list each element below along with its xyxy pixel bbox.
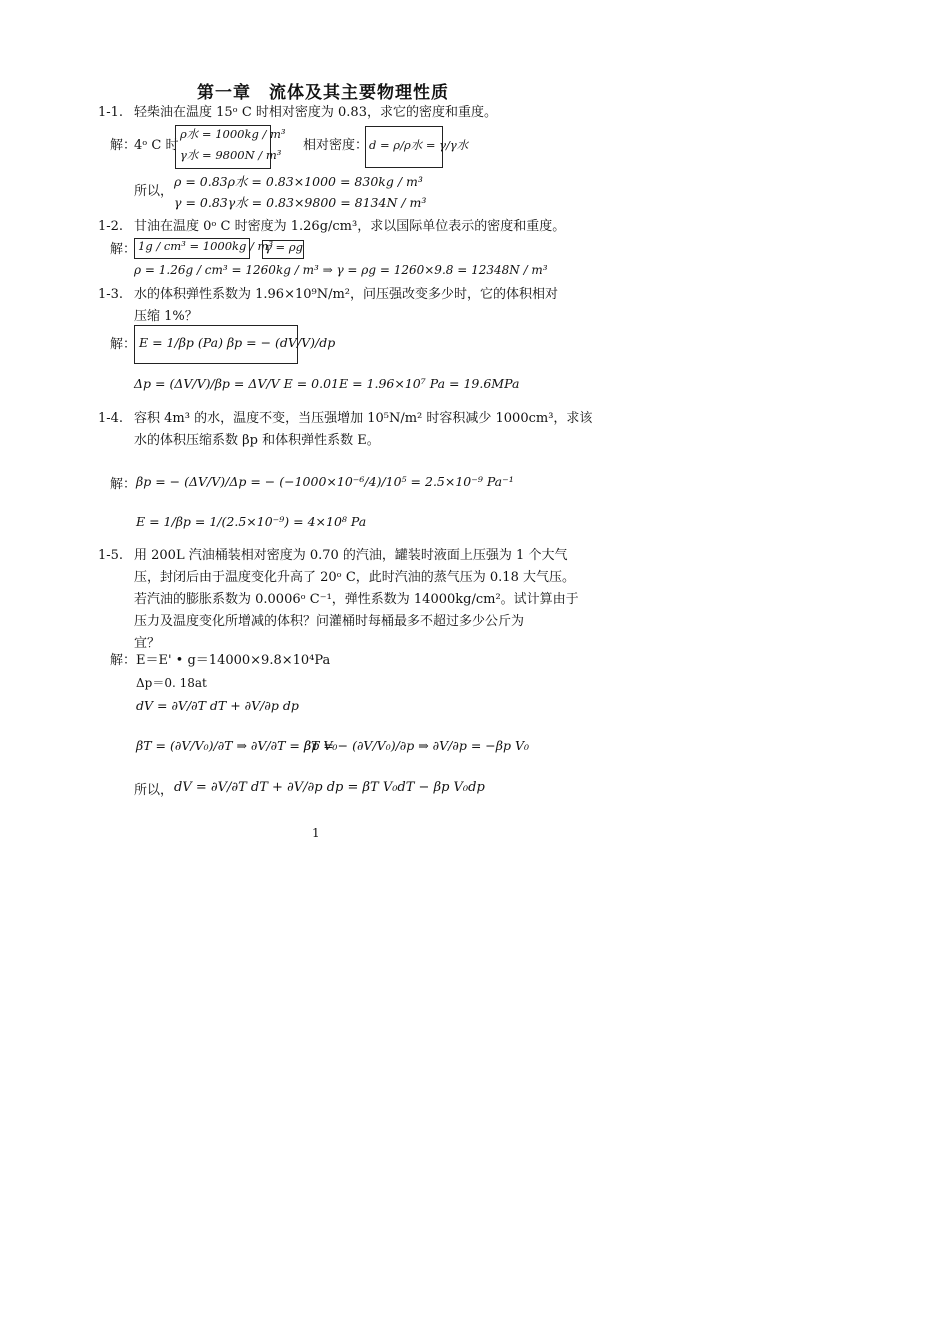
formula-line: 1g / cm³ = 1000kg / m³: [138, 239, 274, 253]
formula-line: βp = − (∂V/V₀)/∂p ⇒ ∂V/∂p = −βp V₀: [304, 738, 529, 753]
problem-text: 宜？: [134, 636, 161, 651]
problem-text: 压缩 1%？: [134, 309, 198, 324]
problem-number: 1-5.: [98, 548, 124, 563]
formula-line: dV = ∂V/∂T dT + ∂V/∂p dp: [136, 698, 299, 713]
problem-text: 压，封闭后由于温度变化升高了 20ᵒ C，此时汽油的蒸气压为 0.18 大气压。: [134, 570, 575, 585]
problem-text: 甘油在温度 0ᵒ C 时密度为 1.26g/cm³，求以国际单位表示的密度和重度。: [134, 219, 566, 234]
problem-text: 水的体积压缩系数 βp 和体积弹性系数 E。: [134, 433, 380, 448]
formula-line: ρ = 0.83ρ水 = 0.83×1000 = 830kg / m³: [174, 174, 423, 189]
solution-label: 解：: [110, 477, 137, 492]
formula-line: Δp = (ΔV/V)/βp = ΔV/V E = 0.01E = 1.96×10⁷ Pa = 19.6MPa: [134, 376, 520, 391]
solution-line: Δp＝0. 18at: [136, 676, 207, 690]
relative-density-label: 相对密度：: [303, 138, 369, 153]
page-number: 1: [312, 826, 320, 840]
formula-line: γ = ρg: [265, 240, 303, 254]
formula-line: βp = − (ΔV/V)/Δp = − (−1000×10⁻⁶/4)/10⁵ = 2.5×10⁻⁹ Pa⁻¹: [136, 474, 514, 489]
formula-line: ρ = 1.26g / cm³ = 1260kg / m³ ⇒ γ = ρg = 1260×9.8 = 12348N / m³: [134, 263, 548, 277]
solution-label: 解：: [110, 337, 137, 352]
problem-text: 水的体积弹性系数为 1.96×10⁹N/m²，问压强改变多少时，它的体积相对: [134, 287, 559, 302]
page-title: 第一章 流体及其主要物理性质: [197, 83, 449, 103]
formula-line: dV = ∂V/∂T dT + ∂V/∂p dp = βT V₀dT − βp V₀dp: [174, 780, 485, 795]
so-label: 所以，: [134, 783, 174, 798]
problem-number: 1-3.: [98, 287, 124, 302]
formula-line: βT = (∂V/V₀)/∂T ⇒ ∂V/∂T = βT V₀: [136, 738, 338, 753]
solution-label: 解：: [110, 242, 137, 257]
solution-line: 解：E＝E' • g＝14000×9.8×10⁴Pa: [110, 653, 331, 668]
formula-line: ρ水 = 1000kg / m³: [180, 127, 286, 141]
formula-line: d = ρ/ρ水 = γ/γ水: [369, 138, 469, 152]
problem-text: 容积 4m³ 的水，温度不变，当压强增加 10⁵N/m² 时容积减少 1000cm³，求该: [134, 411, 593, 426]
problem-text: 压力及温度变化所增减的体积？问灌桶时每桶最多不超过多少公斤为: [134, 614, 525, 629]
so-label: 所以，: [134, 184, 174, 199]
formula-line: γ = 0.83γ水 = 0.83×9800 = 8134N / m³: [174, 195, 427, 210]
formula-line: E = 1/βp = 1/(2.5×10⁻⁹) = 4×10⁸ Pa: [136, 514, 367, 529]
problem-number: 1-4.: [98, 411, 124, 426]
problem-text: 轻柴油在温度 15ᵒ C 时相对密度为 0.83，求它的密度和重度。: [134, 105, 497, 120]
problem-number: 1-2.: [98, 219, 124, 234]
formula-line: γ水 = 9800N / m³: [180, 148, 282, 162]
problem-text: 用 200L 汽油桶装相对密度为 0.70 的汽油，罐装时液面上压强为 1 个大气: [134, 548, 568, 563]
formula-line: E = 1/βp (Pa) βp = − (dV/V)/dp: [139, 335, 336, 350]
problem-text: 若汽油的膨胀系数为 0.0006ᵒ C⁻¹，弹性系数为 14000kg/cm²。试计算由于: [134, 592, 579, 607]
problem-number: 1-1.: [98, 105, 124, 120]
solution-label: 解：: [110, 138, 137, 153]
condition-text: 4ᵒ C 时: [134, 138, 179, 153]
